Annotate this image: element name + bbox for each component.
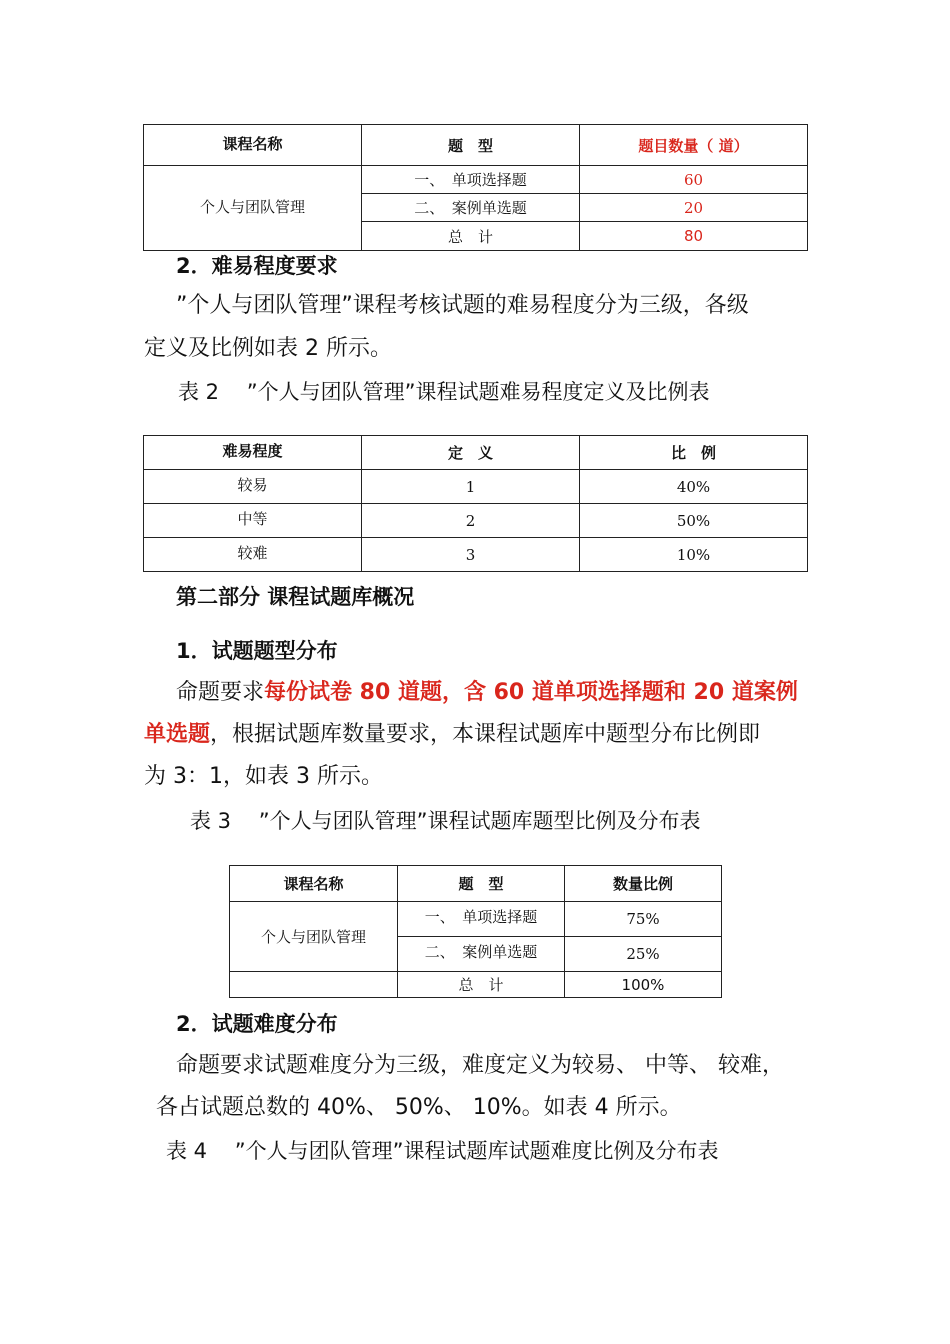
header-definition: 定 义 bbox=[362, 436, 580, 470]
row-count-case: 20 bbox=[580, 194, 808, 222]
t3-row-ratio-case: 25% bbox=[565, 937, 722, 972]
t3-header-course-name: 课程名称 bbox=[230, 866, 398, 902]
difficulty-ratio-hard: 10% bbox=[580, 538, 808, 572]
difficulty-paragraph-line1: ”个人与团队管理”课程考核试题的难易程度分为三级，各级 bbox=[176, 293, 749, 318]
header-difficulty: 难易程度 bbox=[144, 436, 362, 470]
t3-row-ratio-single: 75% bbox=[565, 902, 722, 937]
difficulty-distribution-line2: 各占试题总数的 40%、 50%、 10%。如表 4 所示。 bbox=[156, 1095, 682, 1120]
t3-row-type-single: 一、 单项选择题 bbox=[398, 902, 565, 937]
header-ratio: 比 例 bbox=[580, 436, 808, 470]
row-type-case: 二、 案例单选题 bbox=[362, 194, 580, 222]
question-type-distribution-heading: 1．试题题型分布 bbox=[176, 639, 338, 663]
t3-total-ratio: 100% bbox=[565, 972, 722, 998]
question-type-table bbox=[143, 124, 808, 251]
total-label: 总 计 bbox=[362, 222, 580, 251]
part2-title: 第二部分 课程试题库概况 bbox=[176, 585, 415, 609]
difficulty-ratio-medium: 50% bbox=[580, 504, 808, 538]
difficulty-def-easy: 1 bbox=[362, 470, 580, 504]
difficulty-level-medium: 中等 bbox=[144, 504, 362, 538]
difficulty-distribution-heading: 2．试题难度分布 bbox=[176, 1012, 338, 1036]
question-type-ratio-table bbox=[229, 865, 722, 998]
part2-paragraph-line1 bbox=[176, 678, 798, 708]
row-type-single: 一、 单项选择题 bbox=[362, 166, 580, 194]
header-course-name: 课程名称 bbox=[144, 125, 362, 166]
part2-highlight-1: 每份试卷 80 道题，含 60 道单项选择题和 20 道案例 bbox=[264, 680, 798, 705]
total-count: 80 bbox=[580, 222, 808, 251]
t3-total-label: 总 计 bbox=[398, 972, 565, 998]
difficulty-def-hard: 3 bbox=[362, 538, 580, 572]
part2-highlight-2: 单选题 bbox=[144, 722, 211, 747]
t3-header-ratio: 数量比例 bbox=[565, 866, 722, 902]
difficulty-def-medium: 2 bbox=[362, 504, 580, 538]
difficulty-heading: 2．难易程度要求 bbox=[176, 254, 338, 278]
table3-caption: 表 3 ”个人与团队管理”课程试题库题型比例及分布表 bbox=[190, 809, 701, 833]
t3-row-type-case: 二、 案例单选题 bbox=[398, 937, 565, 972]
difficulty-level-hard: 较难 bbox=[144, 538, 362, 572]
header-question-count: 题目数量（ 道） bbox=[580, 125, 808, 166]
table2-caption: 表 2 ”个人与团队管理”课程试题难易程度定义及比例表 bbox=[178, 380, 710, 404]
t3-course-name-cell: 个人与团队管理 bbox=[230, 902, 398, 972]
difficulty-level-easy: 较易 bbox=[144, 470, 362, 504]
header-question-type: 题 型 bbox=[362, 125, 580, 166]
part2-paragraph-rest: ，根据试题库数量要求，本课程试题库中题型分布比例即 bbox=[210, 722, 761, 747]
course-name-cell: 个人与团队管理 bbox=[144, 166, 362, 251]
part2-paragraph-line2 bbox=[144, 720, 760, 750]
t3-empty-cell bbox=[230, 972, 398, 998]
table4-caption: 表 4 ”个人与团队管理”课程试题库试题难度比例及分布表 bbox=[166, 1139, 719, 1163]
part2-paragraph-intro: 命题要求 bbox=[176, 680, 265, 705]
difficulty-ratio-easy: 40% bbox=[580, 470, 808, 504]
difficulty-table bbox=[143, 435, 808, 572]
part2-paragraph-line3: 为 3：1，如表 3 所示。 bbox=[144, 764, 383, 789]
t3-header-question-type: 题 型 bbox=[398, 866, 565, 902]
row-count-single: 60 bbox=[580, 166, 808, 194]
difficulty-distribution-line1: 命题要求试题难度分为三级，难度定义为较易、 中等、 较难， bbox=[176, 1053, 784, 1078]
difficulty-paragraph-line2: 定义及比例如表 2 所示。 bbox=[144, 336, 392, 361]
